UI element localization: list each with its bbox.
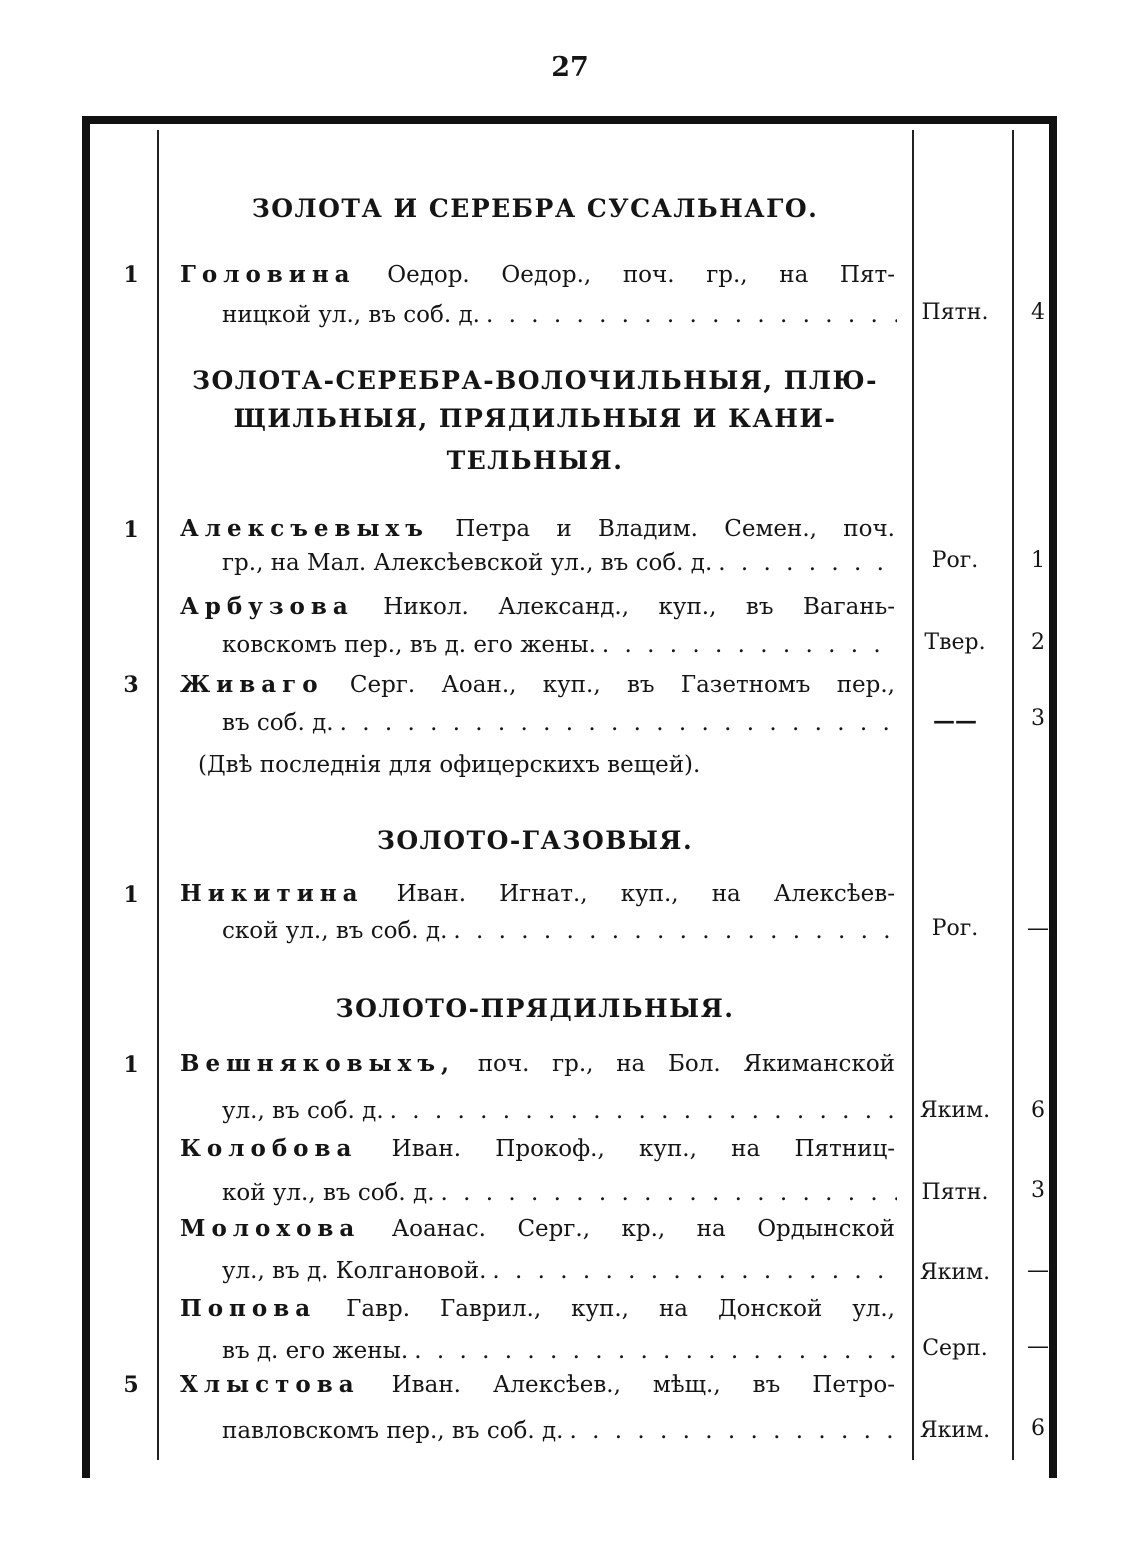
entry-quarter: 4 (1031, 300, 1045, 325)
entry-text: поч. гр., на Бол. Якиманской (477, 1051, 895, 1077)
entry-quarter: 1 (1031, 548, 1045, 573)
section-heading-line: ТЕЛЬНЫЯ. (446, 446, 624, 475)
column-rule-count (157, 130, 159, 1460)
entry-line-1 (180, 668, 895, 702)
entry-text: Оедор. Оедор., поч. гр., на Пят- (387, 262, 895, 288)
entry-text: Никол. Александ., куп., въ Вагань- (383, 594, 895, 620)
column-rule-quarter (1012, 130, 1014, 1460)
entry-quarter: 6 (1031, 1098, 1045, 1123)
entry-address: ковскомъ пер., въ д. его жены. (222, 632, 596, 658)
entry-line-2 (222, 1176, 897, 1210)
entry-district: Рог. (931, 916, 979, 941)
entry-line-1 (180, 590, 895, 624)
entry-address: ской ул., въ соб. д. (222, 918, 448, 944)
entry-name: Арбузова (180, 593, 354, 620)
entry-name: Вешняковыхъ, (180, 1050, 455, 1077)
entry-address: ул., въ соб. д. (222, 1098, 384, 1124)
entry-line-2 (222, 1414, 897, 1448)
frame-left-border (82, 116, 90, 1478)
entry-line-1 (180, 1212, 895, 1246)
entry-count: 1 (123, 262, 139, 288)
entry-name: Живаго (180, 671, 324, 698)
page-number: 27 (551, 52, 589, 83)
entry-line-2 (222, 1254, 897, 1288)
entry-district: Серп. (922, 1336, 988, 1361)
dot-leader (492, 1254, 897, 1288)
entry-name: Колобова (180, 1135, 358, 1162)
dot-leader (340, 706, 897, 740)
entry-count: 3 (123, 672, 139, 698)
entry-line-1 (180, 258, 895, 292)
entry-name: Попова (180, 1295, 317, 1322)
entry-address: въ соб. д. (222, 710, 334, 736)
entry-line-1 (180, 1132, 895, 1166)
section-heading: ЗОЛОТО-ПРЯДИЛЬНЫЯ. (335, 994, 735, 1023)
entry-district: Яким. (919, 1260, 991, 1285)
entry-district: Яким. (919, 1418, 991, 1443)
entry-line-2 (222, 546, 897, 580)
entry-text: Петра и Владим. Семен., поч. (455, 516, 895, 542)
section-heading: ЗОЛОТА И СЕРЕБРА СУСАЛЬНАГО. (251, 194, 819, 223)
entry-line-2 (222, 1334, 897, 1368)
entry-name: Головина (180, 261, 356, 288)
dot-leader (602, 628, 897, 662)
entry-line-1 (180, 1292, 895, 1326)
entry-quarter: — (1027, 916, 1049, 941)
section-note: (Двѣ последнія для офицерскихъ вещей). (198, 752, 701, 778)
entry-quarter: — (1027, 1258, 1049, 1283)
entry-quarter: 6 (1031, 1416, 1045, 1441)
entry-name: Никитина (180, 880, 364, 907)
section-heading: ЗОЛОТО-ГАЗОВЫЯ. (376, 826, 694, 855)
column-rule-district (912, 130, 914, 1460)
section-heading-line: ЗОЛОТА-СЕРЕБРА-ВОЛОЧИЛЬНЫЯ, ПЛЮ- (191, 366, 879, 395)
entry-line-1 (180, 512, 895, 546)
entry-count: 1 (123, 517, 139, 543)
entry-count: 5 (123, 1372, 139, 1398)
dot-leader (486, 298, 897, 332)
dot-leader (414, 1334, 897, 1368)
entry-name: Молохова (180, 1215, 361, 1242)
frame-top-border (82, 116, 1057, 124)
section-heading-line: ЩИЛЬНЫЯ, ПРЯДИЛЬНЫЯ И КАНИ- (233, 404, 837, 433)
entry-line-2 (222, 298, 897, 332)
entry-quarter: 3 (1031, 1178, 1045, 1203)
entry-text: Гавр. Гаврил., куп., на Донской ул., (346, 1296, 895, 1322)
entry-district: Пятн. (921, 300, 989, 325)
dot-leader (570, 1414, 898, 1448)
entry-line-2 (222, 1094, 897, 1128)
entry-address: ницкой ул., въ соб. д. (222, 302, 480, 328)
entry-text: Аоанас. Серг., кр., на Ордынской (391, 1216, 895, 1242)
entry-address: кой ул., въ соб. д. (222, 1180, 435, 1206)
entry-text: Иван. Игнат., куп., на Алексѣев- (396, 881, 895, 907)
entry-count: 1 (123, 1052, 139, 1078)
entry-district: —— (933, 708, 977, 734)
entry-quarter: — (1027, 1334, 1049, 1359)
dot-leader (390, 1094, 897, 1128)
entry-text: Иван. Прокоф., куп., на Пятниц- (391, 1136, 896, 1162)
entry-address: павловскомъ пер., въ соб. д. (222, 1418, 564, 1444)
entry-text: Иван. Алексѣев., мѣщ., въ Петро- (391, 1372, 895, 1398)
dot-leader (441, 1176, 897, 1210)
entry-line-2 (222, 628, 897, 662)
dot-leader (718, 546, 897, 580)
entry-quarter: 3 (1031, 706, 1045, 731)
entry-address: ул., въ д. Колгановой. (222, 1258, 487, 1284)
entry-district: Пятн. (921, 1180, 989, 1205)
entry-district: Рог. (931, 548, 979, 573)
entry-line-2 (222, 706, 897, 740)
entry-line-1 (180, 1368, 895, 1402)
dot-leader (453, 914, 897, 948)
entry-district: Яким. (919, 1098, 991, 1123)
entry-address: гр., на Мал. Алексѣевской ул., въ соб. д. (222, 550, 713, 576)
entry-district: Твер. (924, 630, 986, 655)
entry-quarter: 2 (1031, 630, 1045, 655)
entry-line-1 (180, 877, 895, 911)
entry-line-1 (180, 1047, 895, 1081)
entry-address: въ д. его жены. (222, 1338, 409, 1364)
entry-count: 1 (123, 882, 139, 908)
entry-line-2 (222, 914, 897, 948)
entry-text: Серг. Аоан., куп., въ Газетномъ пер., (349, 672, 895, 698)
entry-name: Хлыстова (180, 1371, 360, 1398)
entry-name: Алексъевыхъ (180, 515, 429, 542)
